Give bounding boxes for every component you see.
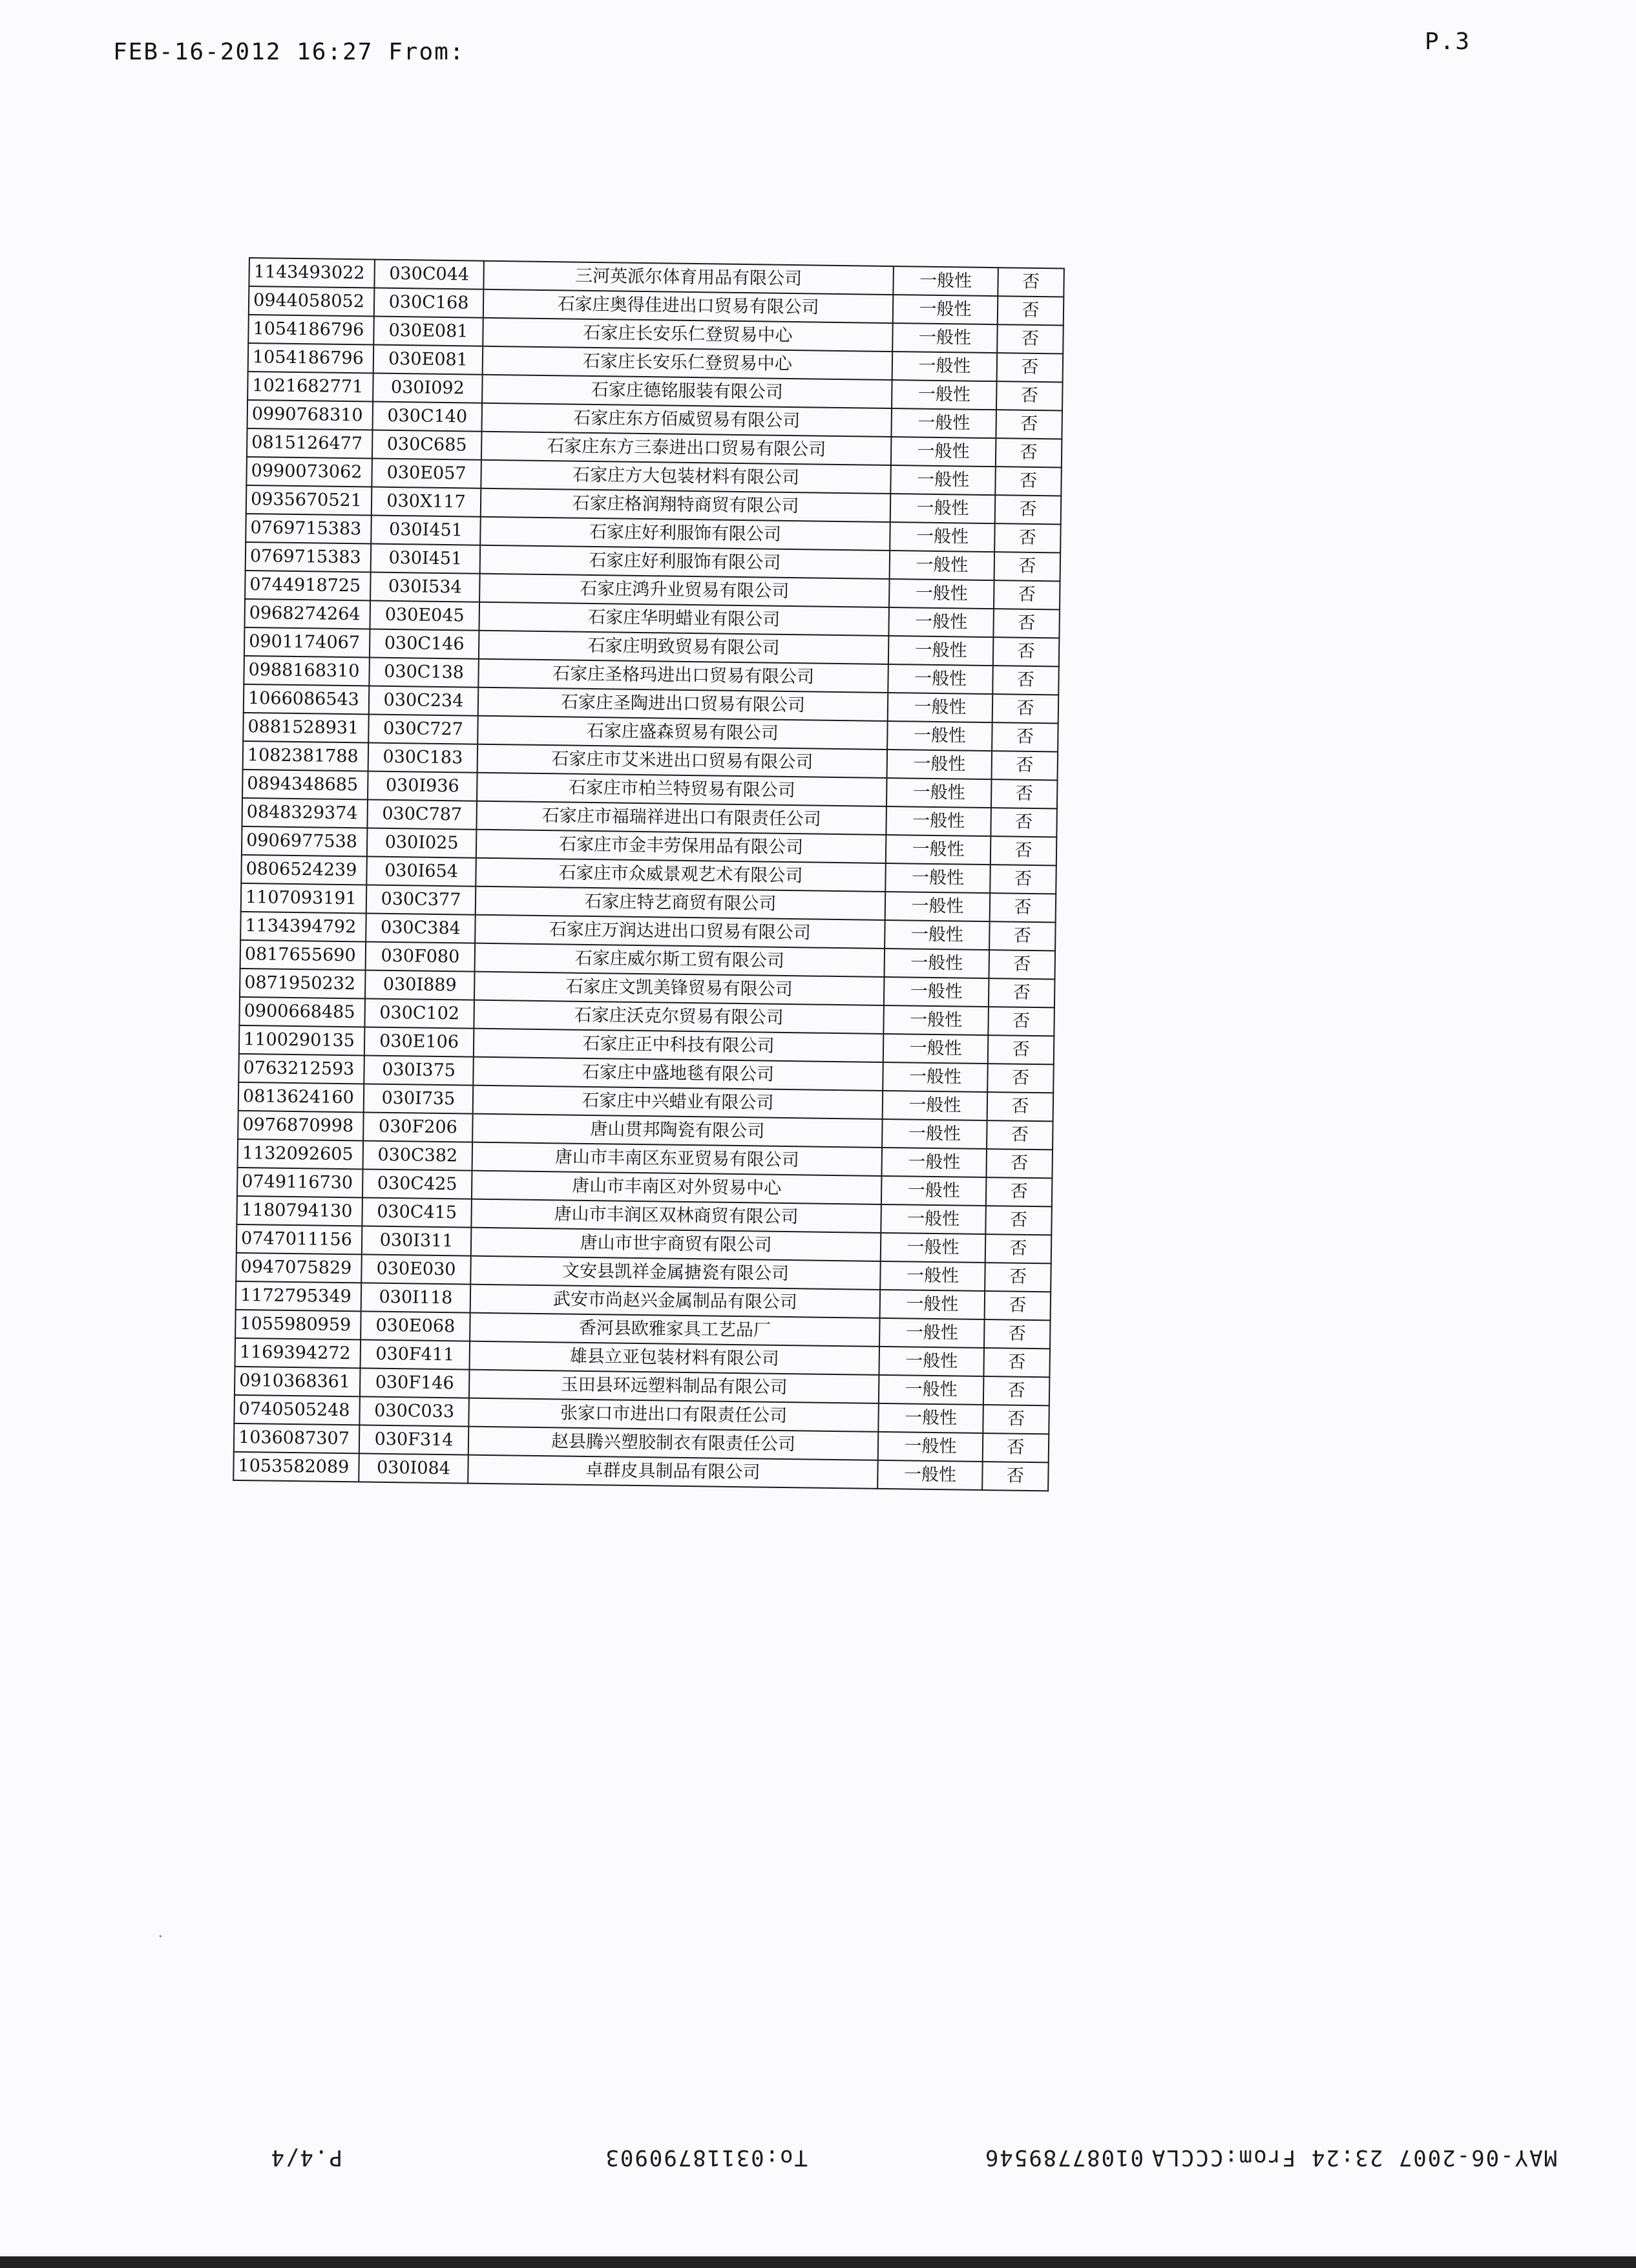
company-name-cell: 张家口市进出口有限责任公司 (468, 1398, 879, 1432)
company-name-cell: 石家庄市众威景观艺术有限公司 (476, 858, 886, 892)
company-name-cell: 石家庄圣陶进出口贸易有限公司 (478, 688, 888, 721)
code-cell: 030I451 (371, 516, 481, 545)
page-number: P.3 (1425, 28, 1471, 55)
company-name-cell: 武安市尚赵兴金属制品有限公司 (470, 1285, 881, 1318)
type-cell: 一般性 (889, 579, 994, 609)
code-cell: 030I092 (373, 373, 483, 403)
company-id-cell: 0740505248 (234, 1395, 360, 1425)
company-name-cell: 赵县腾兴塑胶制衣有限责任公司 (468, 1427, 879, 1460)
code-cell: 030F080 (366, 941, 476, 971)
company-name-cell: 唐山市丰润区双林商贸有限公司 (471, 1199, 881, 1233)
type-cell: 一般性 (881, 1148, 987, 1177)
company-id-cell: 1143493022 (249, 258, 375, 288)
code-cell: 030C384 (366, 913, 476, 943)
code-cell: 030I936 (368, 771, 477, 801)
flag-cell: 否 (993, 609, 1060, 638)
company-name-cell: 石家庄东方佰威贸易有限公司 (482, 403, 892, 437)
company-id-cell: 0935670521 (246, 485, 372, 516)
company-id-cell: 0901174067 (244, 627, 370, 658)
company-id-cell: 1180794130 (236, 1196, 362, 1226)
code-cell: 030C044 (374, 260, 484, 289)
company-id-cell: 0747011156 (236, 1224, 362, 1255)
company-name-cell: 石家庄市金丰劳保用品有限公司 (476, 830, 886, 863)
company-name-cell: 石家庄市艾米进出口贸易有限公司 (477, 744, 888, 778)
flag-cell: 否 (992, 751, 1058, 780)
type-cell: 一般性 (883, 1091, 988, 1120)
code-cell: 030I118 (361, 1283, 471, 1312)
company-name-cell: 香河县欧雅家具工艺品厂 (470, 1313, 880, 1347)
flag-cell: 否 (988, 1035, 1054, 1064)
type-cell: 一般性 (891, 437, 996, 467)
company-name-cell: 石家庄东方三泰进出口贸易有限公司 (481, 432, 892, 465)
footer-from-number: 01087789546 (983, 2145, 1144, 2170)
footer-fax-line: MAY-06-2007 23:24 From:CCCLA (1150, 2145, 1557, 2170)
flag-cell: 否 (996, 381, 1063, 410)
type-cell: 一般性 (885, 949, 990, 978)
type-cell: 一般性 (886, 835, 991, 865)
footer-to-number: To:03118790903 (604, 2145, 808, 2170)
type-cell: 一般性 (882, 1119, 987, 1149)
company-id-cell: 1066086543 (244, 684, 370, 715)
type-cell: 一般性 (893, 295, 998, 324)
code-cell: 030E106 (364, 1027, 474, 1056)
company-id-cell: 0815126477 (247, 428, 373, 459)
code-cell: 030E030 (361, 1254, 471, 1284)
code-cell: 030C033 (359, 1396, 469, 1426)
flag-cell: 否 (998, 296, 1064, 325)
company-id-cell: 1169394272 (235, 1338, 361, 1369)
company-id-cell: 1054186796 (248, 343, 374, 373)
type-cell: 一般性 (888, 607, 994, 637)
company-name-cell: 文安县凯祥金属搪瓷有限公司 (470, 1256, 881, 1290)
code-cell: 030I311 (362, 1226, 472, 1255)
code-cell: 030F411 (361, 1339, 470, 1369)
flag-cell: 否 (991, 779, 1058, 808)
code-cell: 030C787 (367, 799, 477, 829)
company-name-cell: 石家庄长安乐仁登贸易中心 (483, 318, 893, 352)
company-name-cell: 石家庄明致贸易有限公司 (479, 631, 889, 664)
flag-cell: 否 (992, 666, 1059, 695)
footer-page: P.4/4 (269, 2145, 342, 2170)
flag-cell: 否 (986, 1177, 1053, 1206)
code-cell: 030I375 (364, 1055, 474, 1085)
flag-cell: 否 (991, 808, 1057, 837)
company-id-cell: 1053582089 (233, 1452, 359, 1482)
flag-cell: 否 (995, 495, 1062, 524)
type-cell: 一般性 (887, 750, 992, 779)
company-name-cell: 石家庄市柏兰特贸易有限公司 (477, 773, 887, 806)
company-name-cell: 石家庄好利服饰有限公司 (480, 545, 890, 579)
company-name-cell: 石家庄特艺商贸有限公司 (476, 887, 886, 920)
company-name-cell: 石家庄长安乐仁登贸易中心 (483, 346, 893, 380)
company-id-cell: 1054186796 (248, 315, 374, 345)
code-cell: 030C102 (364, 998, 474, 1028)
type-cell: 一般性 (881, 1204, 986, 1234)
flag-cell: 否 (986, 1149, 1053, 1178)
company-id-cell: 0988168310 (244, 656, 370, 686)
code-cell: 030F206 (363, 1112, 473, 1142)
company-id-cell: 1134394792 (240, 912, 366, 942)
type-cell: 一般性 (890, 522, 995, 552)
company-id-cell: 1132092605 (238, 1139, 364, 1170)
company-id-cell: 0749116730 (237, 1168, 363, 1198)
company-name-cell: 石家庄文凯美锋贸易有限公司 (474, 972, 885, 1005)
flag-cell: 否 (985, 1234, 1052, 1263)
company-id-cell: 0881528931 (243, 713, 369, 743)
scan-speck (160, 1935, 162, 1937)
code-cell: 030I654 (366, 856, 476, 886)
company-id-cell: 0806524239 (241, 855, 367, 885)
flag-cell: 否 (990, 865, 1056, 894)
flag-cell: 否 (996, 438, 1062, 467)
code-cell: 030I084 (359, 1453, 468, 1483)
company-name-cell: 石家庄鸿升业贸易有限公司 (479, 574, 890, 607)
company-name-cell: 卓群皮具制品有限公司 (468, 1455, 878, 1489)
scan-edge (0, 2256, 1636, 2268)
company-id-cell: 1107093191 (241, 883, 367, 914)
company-id-cell: 0894348685 (242, 770, 368, 800)
company-id-cell: 0990073062 (246, 457, 372, 487)
company-id-cell: 0900668485 (239, 997, 365, 1027)
code-cell: 030I451 (371, 544, 481, 574)
fax-header-line: FEB-16-2012 16:27 From: (113, 39, 465, 65)
code-cell: 030I025 (367, 828, 477, 857)
code-cell: 030C382 (363, 1140, 473, 1170)
flag-cell: 否 (996, 410, 1062, 439)
company-name-cell: 石家庄奥得佳进出口贸易有限公司 (483, 289, 894, 323)
type-cell: 一般性 (877, 1460, 983, 1490)
code-cell: 030C168 (374, 288, 484, 318)
company-id-cell: 1021682771 (247, 372, 373, 402)
type-cell: 一般性 (879, 1375, 984, 1405)
company-id-cell: 0763212593 (238, 1054, 364, 1084)
flag-cell: 否 (995, 467, 1062, 496)
flag-cell: 否 (997, 324, 1064, 353)
flag-cell: 否 (982, 1462, 1049, 1491)
type-cell: 一般性 (881, 1233, 986, 1263)
company-name-cell: 雄县立亚包装材料有限公司 (469, 1341, 879, 1375)
flag-cell: 否 (987, 1092, 1054, 1121)
company-name-cell: 石家庄正中科技有限公司 (474, 1029, 884, 1062)
company-id-cell: 1172795349 (236, 1281, 362, 1312)
flag-cell: 否 (989, 978, 1055, 1007)
code-cell: 030C234 (369, 686, 479, 715)
code-cell: 030C425 (362, 1169, 472, 1199)
type-cell: 一般性 (880, 1261, 985, 1291)
type-cell: 一般性 (886, 806, 991, 836)
company-name-cell: 石家庄方大包装材料有限公司 (481, 460, 891, 494)
code-cell: 030E068 (361, 1311, 470, 1341)
code-cell: 030C140 (373, 402, 483, 432)
company-id-cell: 0968274264 (244, 599, 370, 629)
flag-cell: 否 (983, 1405, 1049, 1434)
code-cell: 030F146 (360, 1368, 470, 1398)
company-name-cell: 石家庄德铭服装有限公司 (482, 375, 892, 408)
type-cell: 一般性 (885, 863, 991, 893)
company-name-cell: 唐山市丰南区东亚贸易有限公司 (472, 1142, 883, 1176)
type-cell: 一般性 (888, 664, 993, 694)
company-id-cell: 0769715383 (246, 542, 372, 572)
code-cell: 030E081 (373, 345, 483, 375)
type-cell: 一般性 (880, 1290, 985, 1319)
type-cell: 一般性 (890, 551, 995, 580)
company-id-cell: 0906977538 (242, 826, 368, 857)
company-name-cell: 玉田县环远塑料制品有限公司 (469, 1370, 879, 1403)
type-cell: 一般性 (893, 266, 998, 296)
company-id-cell: 0848329374 (242, 798, 368, 828)
company-name-cell: 石家庄市福瑞祥进出口有限责任公司 (476, 801, 886, 835)
flag-cell: 否 (988, 1007, 1054, 1036)
code-cell: 030C183 (368, 742, 478, 772)
type-cell: 一般性 (883, 1062, 988, 1092)
type-cell: 一般性 (884, 977, 989, 1007)
company-name-cell: 石家庄威尔斯工贸有限公司 (475, 943, 885, 977)
type-cell: 一般性 (892, 380, 997, 410)
flag-cell: 否 (998, 268, 1064, 297)
company-id-cell: 0976870998 (238, 1111, 364, 1141)
company-id-cell: 0817655690 (240, 940, 366, 971)
code-cell: 030I735 (364, 1084, 474, 1113)
flag-cell: 否 (992, 722, 1058, 751)
code-cell: 030E081 (373, 317, 483, 346)
company-table-body (233, 258, 1064, 1491)
company-name-cell: 石家庄盛森贸易有限公司 (477, 716, 888, 750)
company-name-cell: 唐山贯邦陶瓷有限公司 (472, 1114, 883, 1148)
type-cell: 一般性 (881, 1176, 987, 1206)
flag-cell: 否 (985, 1263, 1051, 1292)
code-cell: 030C415 (362, 1197, 472, 1227)
type-cell: 一般性 (888, 693, 993, 722)
company-name-cell: 石家庄中盛地毯有限公司 (473, 1057, 883, 1091)
code-cell: 030I889 (365, 970, 475, 1000)
flag-cell: 否 (990, 893, 1056, 922)
company-id-cell: 0744918725 (245, 571, 371, 601)
company-name-cell: 石家庄圣格玛进出口贸易有限公司 (478, 659, 888, 693)
company-name-cell: 石家庄中兴蜡业有限公司 (473, 1086, 883, 1119)
type-cell: 一般性 (878, 1432, 983, 1462)
flag-cell: 否 (983, 1376, 1050, 1405)
type-cell: 一般性 (890, 465, 996, 495)
company-id-cell: 0990768310 (247, 400, 373, 430)
company-name-cell: 石家庄万润达进出口贸易有限公司 (475, 915, 885, 949)
type-cell: 一般性 (878, 1403, 983, 1433)
company-id-cell: 0813624160 (238, 1082, 364, 1113)
flag-cell: 否 (994, 552, 1061, 581)
company-id-cell: 0871950232 (240, 969, 366, 999)
code-cell: 030E045 (370, 601, 479, 631)
flag-cell: 否 (983, 1348, 1050, 1377)
code-cell: 030I534 (370, 572, 480, 602)
company-name-cell: 石家庄格润翔特商贸有限公司 (481, 488, 891, 522)
flag-cell: 否 (984, 1319, 1051, 1349)
code-cell: 030C685 (372, 430, 482, 460)
type-cell: 一般性 (885, 920, 990, 950)
flag-cell: 否 (987, 1064, 1054, 1093)
code-cell: 030E057 (372, 459, 481, 488)
company-id-cell: 1082381788 (243, 741, 369, 772)
flag-cell: 否 (985, 1206, 1052, 1235)
flag-cell: 否 (983, 1433, 1049, 1462)
company-name-cell: 石家庄华明蜡业有限公司 (479, 602, 889, 636)
company-name-cell: 三河英派尔体育用品有限公司 (483, 261, 894, 295)
flag-cell: 否 (997, 353, 1064, 382)
company-table (233, 257, 1065, 1491)
type-cell: 一般性 (887, 721, 992, 751)
company-id-cell: 0769715383 (246, 514, 372, 544)
type-cell: 一般性 (883, 1034, 989, 1064)
code-cell: 030C727 (368, 714, 478, 744)
flag-cell: 否 (989, 921, 1056, 950)
company-id-cell: 0947075829 (236, 1253, 362, 1283)
company-name-cell: 唐山市丰南区对外贸易中心 (472, 1171, 882, 1204)
company-name-cell: 石家庄好利服饰有限公司 (480, 517, 890, 551)
flag-cell: 否 (992, 694, 1059, 723)
code-cell: 030C146 (370, 629, 479, 659)
code-cell: 030F314 (359, 1425, 469, 1454)
upside-down-fax-footer (213, 2136, 1557, 2174)
company-id-cell: 0944058052 (249, 286, 375, 317)
type-cell: 一般性 (890, 494, 996, 523)
type-cell: 一般性 (879, 1318, 985, 1348)
flag-cell: 否 (994, 523, 1061, 552)
type-cell: 一般性 (888, 636, 994, 666)
type-cell: 一般性 (892, 352, 998, 381)
code-cell: 030C138 (369, 657, 479, 687)
type-cell: 一般性 (879, 1347, 984, 1376)
flag-cell: 否 (994, 580, 1060, 609)
company-id-cell: 0910368361 (235, 1367, 361, 1397)
company-name-cell: 唐山市世宇商贸有限公司 (471, 1228, 881, 1261)
company-id-cell: 1100290135 (239, 1025, 365, 1056)
flag-cell: 否 (987, 1120, 1053, 1150)
company-name-cell: 石家庄沃克尔贸易有限公司 (474, 1000, 884, 1034)
type-cell: 一般性 (885, 892, 991, 921)
company-id-cell: 1036087307 (234, 1423, 360, 1454)
flag-cell: 否 (991, 836, 1057, 865)
flag-cell: 否 (993, 637, 1060, 666)
company-id-cell: 1055980959 (235, 1310, 361, 1340)
code-cell: 030C377 (366, 885, 476, 914)
type-cell: 一般性 (883, 1005, 989, 1035)
type-cell: 一般性 (891, 408, 996, 438)
flag-cell: 否 (989, 950, 1055, 979)
type-cell: 一般性 (886, 778, 992, 808)
code-cell: 030X117 (372, 487, 481, 517)
type-cell: 一般性 (892, 323, 998, 353)
flag-cell: 否 (985, 1291, 1051, 1320)
